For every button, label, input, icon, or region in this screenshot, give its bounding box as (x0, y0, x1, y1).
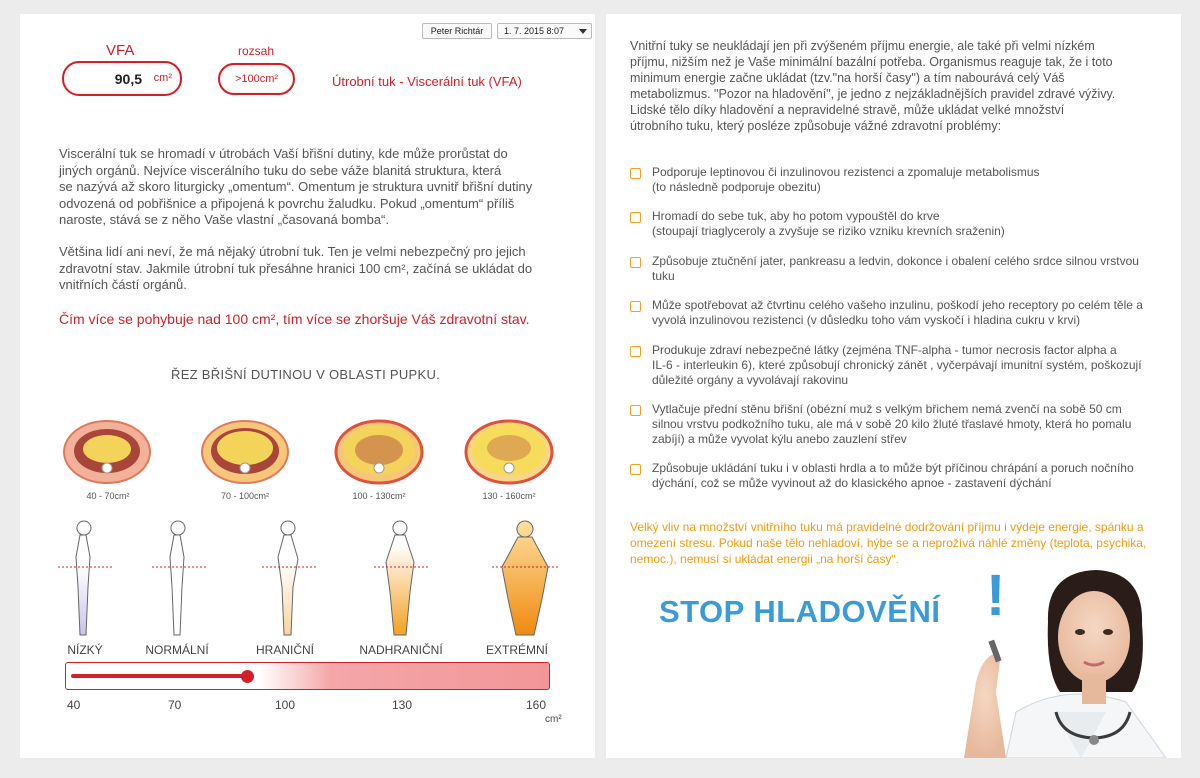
checkbox-icon (630, 168, 641, 179)
checkbox-icon (630, 346, 641, 357)
scale-unit: cm² (545, 714, 562, 725)
paragraph-line: jiných orgánů. Nejvíce viscerálního tuku do sebe váže blanitá struktura, která (59, 162, 502, 178)
body-figure-normal (148, 517, 208, 639)
cross-section-label: 40 - 70cm² (86, 491, 130, 501)
user-chip[interactable]: Peter Richtár (422, 23, 492, 39)
figure-label: HRANIČNÍ (255, 643, 314, 657)
intro-line: Vnitřní tuky se neukládají jen při zvýšeném příjmu energie, ale také při velmi nízkém (630, 39, 1095, 53)
checkbox-icon (630, 257, 641, 268)
checklist-line: zabíjí) a může vyvolat kýlu anebo zauzlení střev (652, 432, 907, 446)
paragraph-line: odvozená od pobřišnice a připojená k povrchu žaludku. Pokud „omentum“ příliš (59, 195, 515, 211)
scale-tick: 70 (168, 698, 182, 712)
checklist-line: (to následně podporuje obezitu) (652, 180, 821, 194)
paragraph-line: zdravotní stav. Jakmile útrobní tuk přesáhne hranici 100 cm², začíná se ukládat do (59, 260, 533, 276)
scale-tick: 100 (275, 698, 296, 712)
vfa-value: 90,5 (114, 71, 142, 87)
doctor-illustration (936, 562, 1181, 758)
vfa-unit: cm² (153, 72, 172, 84)
checkbox-icon (630, 464, 641, 475)
stop-starving-heading: STOP HLADOVĚNÍ (659, 594, 941, 629)
paragraph-line: se nazývá až skoro liturgicky „omentum“. Omentum je struktura uvnitř břišní dutiny (59, 179, 533, 194)
cross-section-label: 70 - 100cm² (220, 491, 270, 501)
checklist-line: Může spotřebovat až čtvrtinu celého vašeho inzulinu, poškodí jeho receptory po celém těle a (652, 298, 1143, 312)
checklist-line: Způsobuje ztučnění jater, pankreasu a ledvin, dokonce i obalení celého srdce silnou vrstvou (652, 254, 1139, 268)
metric-title: Útrobní tuk - Viscerální tuk (VFA) (332, 74, 522, 89)
figure-label: NÍZKÝ (67, 643, 103, 657)
checklist-line: Způsobuje ukládání tuku i v oblasti hrdla a to může být příčinou chrápání a poruch nočního (652, 461, 1134, 475)
checklist-line: IL-6 - interleukin 6), které způsobují chronický zánět , vyčerpávají imunitní systém, poškozují (652, 358, 1142, 372)
figure-label: EXTRÉMNÍ (485, 643, 548, 657)
date-select-value: 1. 7. 2015 8:07 (504, 26, 565, 36)
body-figure-above-borderline (370, 517, 430, 639)
body-figure-low (54, 517, 114, 639)
figure-label: NADHRANIČNÍ (359, 643, 443, 657)
note-line: Velký vliv na množství vnitřního tuku má pravidelné dodržování příjmu i výdeje energie, spánku a (630, 520, 1144, 534)
vfa-scale-fill (71, 674, 247, 678)
checkbox-icon (630, 405, 641, 416)
intro-line: minimum energie začne ukládat (tzv."na horší časy") a tím nabourává celý Váš (630, 71, 1065, 85)
checklist-line: vyvolá inzulinovou rezistenci (v důsledku toho vám vyskočí i hladina cukru v krvi) (652, 313, 1081, 327)
cross-section-1-illustration (62, 418, 152, 486)
vfa-value-box (62, 61, 182, 96)
paragraph-line: Většina lidí ani neví, že má nějaký útrobní tuk. Ten je velmi nebezpečný pro jejich (59, 244, 526, 259)
vfa-label: VFA (106, 42, 135, 59)
body-figure-extreme (490, 517, 560, 639)
scale-tick: 130 (392, 698, 413, 712)
intro-line: Lidské tělo díky hladovění a nepravidelné stravě, může ukládat velké množství (630, 103, 1065, 117)
paragraph-line: naroste, stává se z něho Vaše vlastní „časovaná bomba“. (59, 212, 389, 227)
paragraph-line: Viscerální tuk se hromadí v útrobách Vaší břišní dutiny, kde může prorůstat do (59, 146, 508, 161)
exclamation-mark: ! (986, 563, 1006, 628)
left-panel (20, 14, 595, 758)
checkbox-icon (630, 301, 641, 312)
note-line: nemoc.), nemusí si ukládat energii „na horší časy“. (630, 552, 899, 566)
chevron-down-icon (579, 29, 587, 34)
checklist-line: Podporuje leptinovou či inzulinovou rezistenci a zpomaluje metabolismus (652, 165, 1040, 179)
note-line: omezení stresu. Pokud naše tělo nehladoví, hýbe se a neprožívá náhlé změny (teplota, psychika, (630, 536, 1147, 550)
paragraph-line: vnitřních částí orgánů. (59, 277, 187, 292)
intro-line: příjmu, nižším než je Vaše minimální bazální potřeba. Organismus reaguje tak, že i toto (630, 55, 1113, 69)
scale-tick: 160 (526, 698, 547, 712)
checklist-line: (stoupají triaglyceroly a zvyšuje se riziko vzniku krevních sraženin) (652, 224, 1005, 238)
paragraph-visceral (59, 146, 579, 229)
checklist-line: důležité orgány a vyvolávají rakovinu (652, 373, 849, 387)
range-value: >100cm² (218, 63, 295, 95)
checkbox-icon (630, 212, 641, 223)
body-figure-borderline (258, 517, 318, 639)
advice-note (630, 519, 1175, 567)
intro-line: útrobního tuku, který posléze způsobuje vážné zdravotní problémy: (630, 119, 1002, 133)
cross-section-label: 130 - 160cm² (482, 491, 536, 501)
cross-section-label: 100 - 130cm² (352, 491, 406, 501)
cross-section-2-illustration (200, 418, 290, 486)
checklist-line: tuku (652, 269, 675, 283)
range-label: rozsah (238, 44, 275, 58)
checklist-line: dýchání, což se může vyvinout až do klasického apnoe - zastavení dýchání (652, 476, 1052, 490)
checklist-line: Vytlačuje přední stěnu břišní (obézní muž s velkým břichem nemá zvenčí na sobě 50 cm (652, 402, 1122, 416)
vfa-scale-bar (65, 662, 550, 690)
checklist-line: Hromadí do sebe tuk, aby ho potom vypouštěl do krve (652, 209, 940, 223)
vfa-scale-indicator (241, 670, 254, 683)
scale-tick: 40 (67, 698, 81, 712)
cross-section-4-illustration (464, 418, 554, 486)
paragraph-awareness (59, 244, 579, 294)
checklist-line: silnou vrstvu podkožního tuku, ale má v sobě 20 kilo žluté třaslavé hmoty, která ho pomalu (652, 417, 1132, 431)
section-title: ŘEZ BŘIŠNÍ DUTINOU V OBLASTI PUPKU. (171, 367, 441, 382)
figure-label: NORMÁLNÍ (145, 643, 209, 657)
right-panel (606, 14, 1181, 758)
warning-text: Čím více se pohybuje nad 100 cm², tím více se zhoršuje Váš zdravotní stav. (59, 311, 530, 327)
intro-line: metabolizmus. "Pozor na hladovění", je jedno z nejzákladnějších pravidel zdravé výživy. (630, 87, 1116, 101)
intro-paragraph (630, 38, 1175, 134)
date-select[interactable] (497, 23, 592, 39)
cross-section-3-illustration (334, 418, 424, 486)
checklist-line: Produkuje zdraví nebezpečné látky (zejména TNF-alpha - tumor necrosis factor alpha a (652, 343, 1117, 357)
